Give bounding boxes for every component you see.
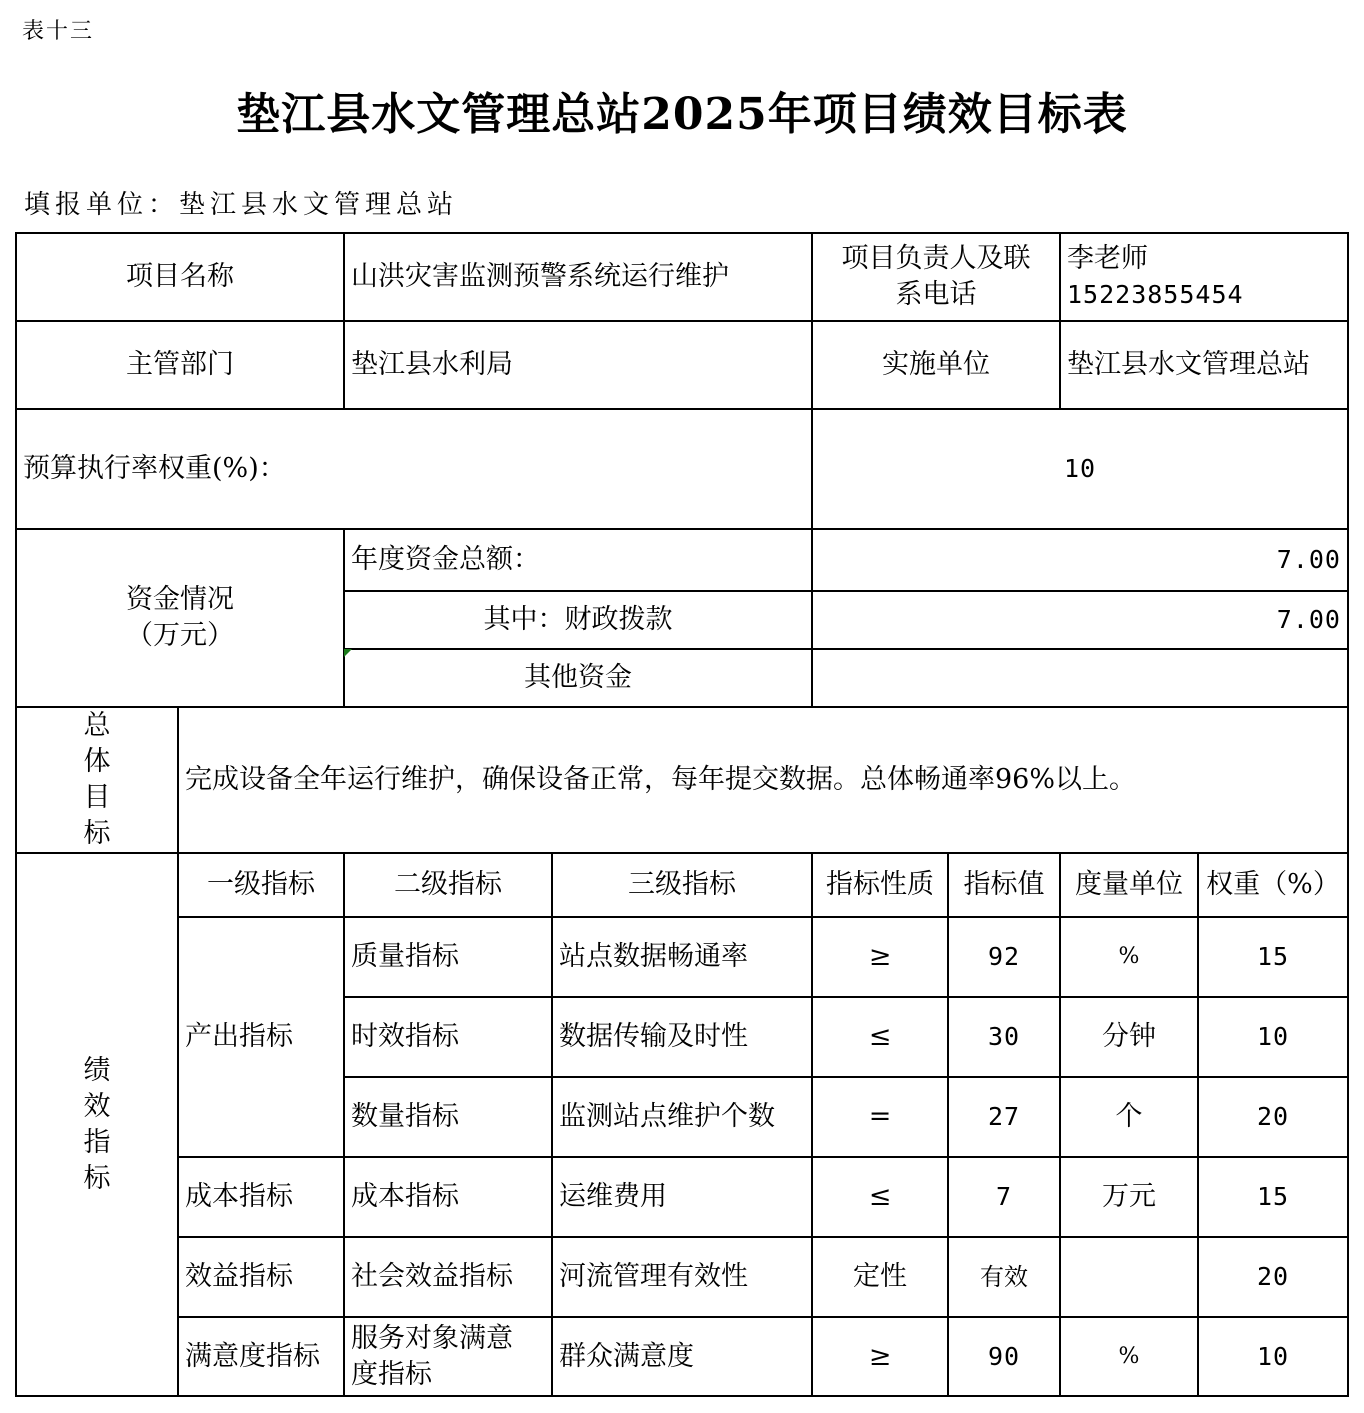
row-0-level2: 质量指标 — [351, 941, 459, 972]
row-1-nature: ≤ — [868, 1021, 892, 1052]
row-5-unit: % — [1118, 1343, 1140, 1369]
row-2-level3: 监测站点维护个数 — [559, 1101, 775, 1132]
fiscal-funds-label: 其中：财政拨款 — [483, 604, 673, 635]
level1-satisfaction: 满意度指标 — [185, 1340, 320, 1372]
table-number-tag: 表十三 — [22, 19, 95, 44]
header-nature: 指标性质 — [826, 869, 934, 900]
row-3-weight: 15 — [1256, 1182, 1290, 1211]
row-4-weight: 20 — [1256, 1262, 1290, 1291]
row-4-level2: 社会效益指标 — [351, 1261, 513, 1292]
other-funds-value — [813, 650, 1347, 706]
row-0-unit: % — [1118, 944, 1140, 969]
level1-benefit: 效益指标 — [185, 1261, 293, 1292]
row-1-unit: 分钟 — [1102, 1021, 1156, 1052]
total-funds-label: 年度资金总额： — [351, 544, 540, 575]
department-label: 主管部门 — [126, 349, 234, 380]
implementing-unit-value: 垫江县水文管理总站 — [1067, 349, 1310, 380]
row-5-value: 90 — [987, 1341, 1021, 1371]
row-4-value: 有效 — [980, 1263, 1028, 1291]
header-weight: 权重（%） — [1206, 869, 1340, 900]
row-2-value: 27 — [987, 1102, 1021, 1131]
row-4-unit — [1061, 1238, 1197, 1316]
row-1-level3: 数据传输及时性 — [559, 1021, 748, 1052]
reporting-unit: 填报单位：垫江县水文管理总站 — [24, 190, 459, 220]
fiscal-funds-value: 7.00 — [1276, 605, 1341, 634]
header-level3: 三级指标 — [628, 869, 736, 900]
row-2-unit: 个 — [1115, 1101, 1143, 1132]
page-title: 垫江县水文管理总站2025年项目绩效目标表 — [236, 89, 1128, 140]
row-5-level3: 群众满意度 — [559, 1340, 694, 1372]
overall-goal-text: 完成设备全年运行维护，确保设备正常，每年提交数据。总体畅通率96%以上。 — [185, 764, 1137, 795]
project-name-label: 项目名称 — [126, 261, 234, 292]
header-level1: 一级指标 — [207, 869, 315, 900]
row-5-level2: 服务对象满意 度指标 — [351, 1322, 513, 1390]
row-1-value: 30 — [987, 1022, 1021, 1051]
row-2-level2: 数量指标 — [351, 1101, 459, 1132]
row-0-weight: 15 — [1256, 942, 1290, 971]
level1-cost: 成本指标 — [185, 1181, 293, 1212]
performance-indicators-label: 绩 效 指 标 — [83, 1054, 111, 1194]
contact-name: 李老师 — [1067, 243, 1148, 274]
header-value: 指标值 — [963, 869, 1045, 900]
row-1-weight: 10 — [1256, 1022, 1290, 1051]
row-3-level3: 运维费用 — [559, 1181, 667, 1212]
row-0-nature: ≥ — [868, 941, 892, 972]
contact-label: 项目负责人及联 系电话 — [841, 243, 1031, 310]
budget-rate-label: 预算执行率权重(%)： — [23, 453, 286, 484]
level1-output: 产出指标 — [185, 1021, 293, 1052]
row-3-value: 7 — [995, 1182, 1013, 1211]
row-5-weight: 10 — [1256, 1341, 1290, 1371]
header-level2: 二级指标 — [394, 869, 502, 900]
row-5-nature: ≥ — [868, 1340, 892, 1372]
contact-phone: 15223855454 — [1067, 280, 1244, 309]
contact-value — [1061, 234, 1347, 320]
header-unit: 度量单位 — [1075, 869, 1183, 900]
funds-label: 资金情况 （万元） — [126, 584, 234, 651]
row-2-weight: 20 — [1256, 1102, 1290, 1131]
row-1-level2: 时效指标 — [351, 1021, 459, 1052]
other-funds-label: 其他资金 — [524, 662, 632, 693]
row-2-nature: = — [868, 1101, 892, 1132]
row-3-nature: ≤ — [868, 1181, 892, 1212]
row-3-level2: 成本指标 — [351, 1181, 459, 1212]
overall-goal-label: 总 体 目 标 — [83, 710, 111, 849]
row-3-unit: 万元 — [1102, 1181, 1156, 1212]
total-funds-value: 7.00 — [1276, 545, 1341, 574]
project-name-value: 山洪灾害监测预警系统运行维护 — [351, 261, 729, 292]
budget-rate-value: 10 — [1063, 454, 1097, 483]
department-value: 垫江县水利局 — [351, 349, 513, 380]
row-4-nature: 定性 — [853, 1261, 907, 1292]
row-4-level3: 河流管理有效性 — [559, 1261, 748, 1292]
implementing-unit-label: 实施单位 — [882, 349, 990, 380]
row-0-level3: 站点数据畅通率 — [559, 941, 748, 972]
row-0-value: 92 — [987, 942, 1021, 971]
